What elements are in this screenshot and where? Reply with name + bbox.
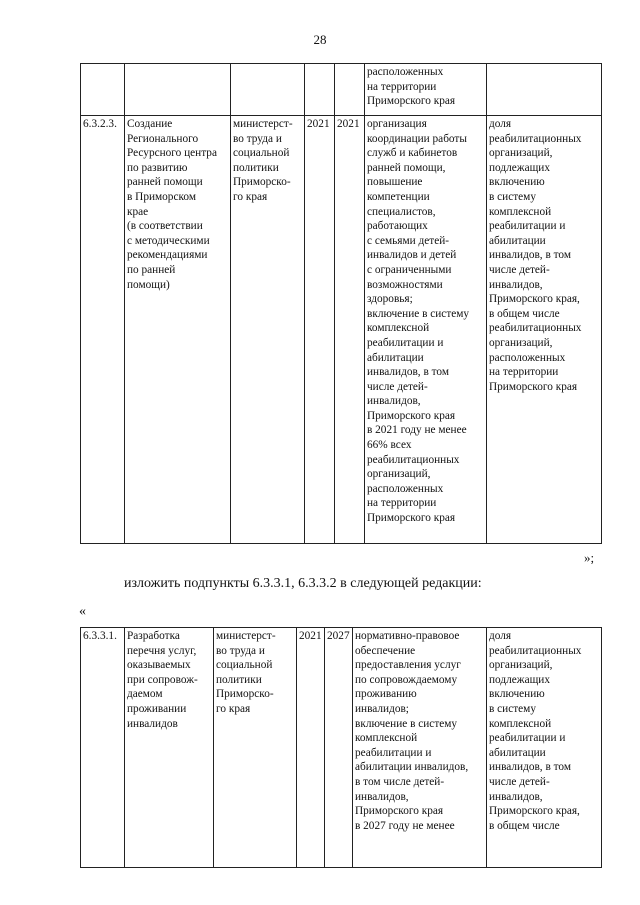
table-row xyxy=(81,116,602,544)
measures-table-continued xyxy=(80,63,602,544)
cell-name: Разработка перечня услуг, оказываемых при сопровож- даемом проживании инвалидов xyxy=(125,628,214,868)
cell-result: расположенных на территории Приморского края xyxy=(365,64,487,116)
cell-name: Создание Регионального Ресурсного центра по развитию ранней помощи в Приморском крае (в соответствии с методическими рекомендациями по ранней помощи) xyxy=(125,116,231,544)
cell-start-year: 2021 xyxy=(305,116,335,544)
cell-result: нормативно-правовое обеспечение предоставления услуг по сопровождаемому проживанию инвалидов; включение в систему комплексной реабилитации и абилитации инвалидов, в том числе детей- инвалидов, Приморского края в 2027 году не менее xyxy=(353,628,487,868)
table-row-continuation xyxy=(81,64,602,116)
cell-start-year xyxy=(305,64,335,116)
cell-start-year: 2021 xyxy=(297,628,325,868)
cell-end-year xyxy=(335,64,365,116)
cell-end-year: 2021 xyxy=(335,116,365,544)
cell-number xyxy=(81,64,125,116)
cell-name xyxy=(125,64,231,116)
cell-responsible: министерст- во труда и социальной политики Приморско- го края xyxy=(214,628,297,868)
table-row xyxy=(81,628,602,868)
cell-indicator xyxy=(487,64,602,116)
opening-quote: « xyxy=(79,604,86,619)
page-number: 28 xyxy=(313,32,327,47)
cell-number: 6.3.2.3. xyxy=(81,116,125,544)
closing-quote: »; xyxy=(584,550,595,565)
cell-indicator: доля реабилитационных организаций, подлежащих включению в систему комплексной реабилитации и абилитации инвалидов, в том числе детей- инвалидов, Приморского края, в общем числе реабилитационных организаций, расположенных на территории Приморского края xyxy=(487,116,602,544)
measures-table-new xyxy=(80,627,602,868)
cell-indicator: доля реабилитационных организаций, подлежащих включению в систему комплексной реабилитации и абилитации инвалидов, в том числе детей- инвалидов, Приморского края, в общем числе xyxy=(487,628,602,868)
cell-result: организация координации работы служб и кабинетов ранней помощи, повышение компетенции специалистов, работающих с семьями детей- инвалидов и детей с ограниченными возможностями здоровья; включение в систему комплексной реабилитации и абилитации инвалидов, в том числе детей- инвалидов, Приморского края в 2021 году не менее 66% всех реабилитационных организаций, расположенных на территории Приморского края xyxy=(365,116,487,544)
cell-number: 6.3.3.1. xyxy=(81,628,125,868)
cell-end-year: 2027 xyxy=(325,628,353,868)
instruction-text: изложить подпункты 6.3.3.1, 6.3.3.2 в следующей редакции: xyxy=(124,576,482,591)
cell-responsible xyxy=(231,64,305,116)
cell-responsible: министерст- во труда и социальной политики Приморско- го края xyxy=(231,116,305,544)
